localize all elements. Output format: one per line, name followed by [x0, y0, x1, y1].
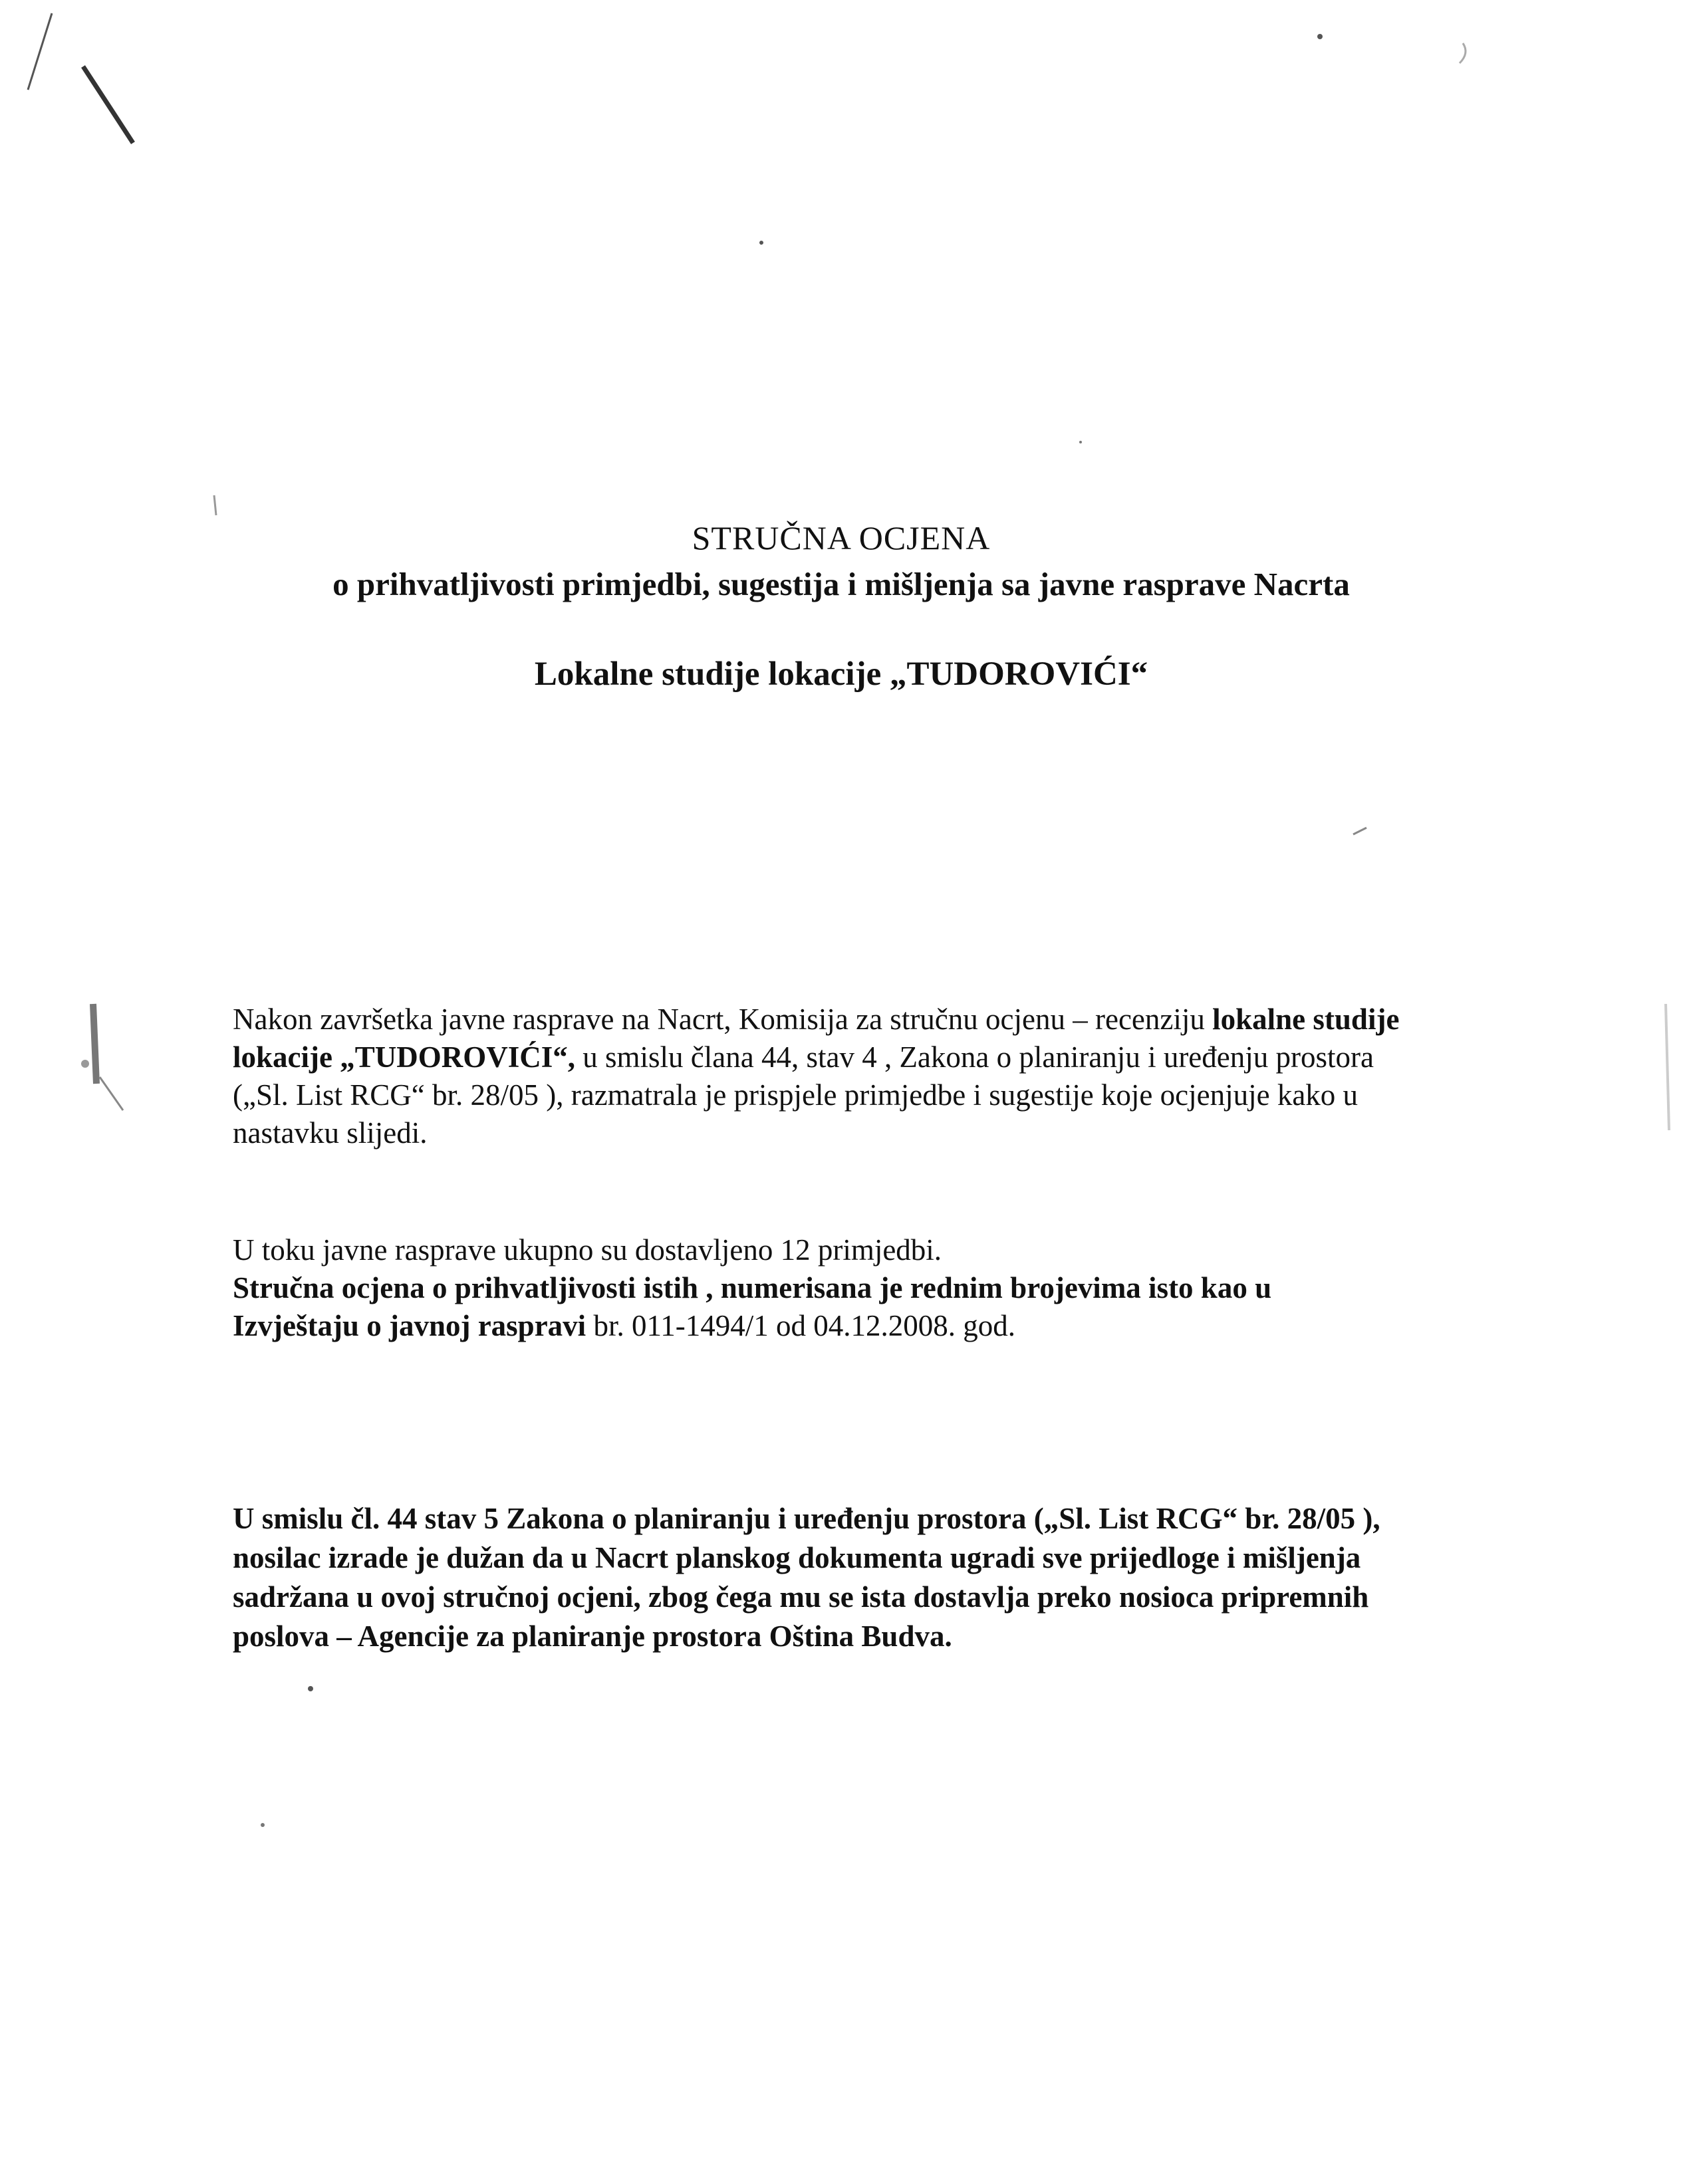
speck	[81, 1060, 89, 1068]
pen-stroke-left-margin	[93, 1004, 96, 1084]
edge-shadow-right	[1666, 1004, 1669, 1130]
pen-stroke-diagonal	[83, 66, 133, 143]
pen-stroke-left-margin-2	[100, 1077, 123, 1110]
paragraph-intro-bold-2: lokacije „TUDOROVIĆI“,	[233, 1040, 575, 1074]
paragraph-intro-text-2: u smislu člana 44, stav 4 , Zakona o planiranju i uređenju prostora	[575, 1040, 1374, 1074]
speck	[308, 1686, 313, 1691]
paragraph-conclusion-line-2: nosilac izrade je dužan da u Nacrt planskog dokumenta ugradi sve prijedloge i mišljenja	[233, 1541, 1361, 1574]
paragraph-intro-bold-1: lokalne studije	[1212, 1003, 1400, 1036]
paragraph-conclusion-line-3: sadržana u ovoj stručnoj ocjeni, zbog čega mu se ista dostavlja preko nosioca pripremnih	[233, 1580, 1369, 1614]
paragraph-remarks-line-2: Stručna ocjena o prihvatljivosti istih , numerisana je rednim brojevima isto kao u	[233, 1271, 1272, 1304]
paragraph-remarks-line-3-bold: Izvještaju o javnoj raspravi	[233, 1309, 586, 1342]
paragraph-remarks-line-1: U toku javne rasprave ukupno su dostavljeno 12 primjedbi.	[233, 1233, 942, 1267]
speck	[1317, 34, 1323, 39]
paragraph-remarks	[233, 1231, 1549, 1345]
document-title: STRUČNA OCJENA	[692, 519, 991, 556]
pen-stroke-top-left	[28, 13, 52, 90]
paragraph-intro-text-1: Nakon završetka javne rasprave na Nacrt, Komisija za stručnu ocjenu – recenziju	[233, 1003, 1213, 1036]
paragraph-remarks-line-3-rest: br. 011-1494/1 od 04.12.2008. god.	[586, 1309, 1016, 1342]
document-subject: Lokalne studije lokacije „TUDOROVIĆI“	[534, 656, 1148, 693]
paragraph-intro-text-4: nastavku slijedi.	[233, 1116, 428, 1150]
paragraph-conclusion-line-4: poslova – Agencije za planiranje prostora Oština Budva.	[233, 1620, 952, 1653]
speck	[1079, 441, 1082, 443]
speck	[261, 1823, 265, 1827]
speck-mark	[1460, 43, 1466, 63]
paragraph-intro-text-3: („Sl. List RCG“ br. 28/05 ), razmatrala je prispjele primjedbe i sugestije koje ocjenjuje kako u	[233, 1078, 1359, 1112]
paragraph-intro	[233, 1001, 1549, 1152]
speck-mark	[1353, 828, 1366, 834]
document-subtitle: o prihvatljivosti primjedbi, sugestija i mišljenja sa javne rasprave Nacrta	[332, 566, 1350, 602]
paragraph-conclusion	[233, 1499, 1549, 1656]
paragraph-conclusion-line-1: U smislu čl. 44 stav 5 Zakona o planiranju i uređenju prostora („Sl. List RCG“ br. 28/05 ),	[233, 1502, 1380, 1535]
speck	[759, 241, 763, 245]
speck-mark	[214, 495, 216, 515]
